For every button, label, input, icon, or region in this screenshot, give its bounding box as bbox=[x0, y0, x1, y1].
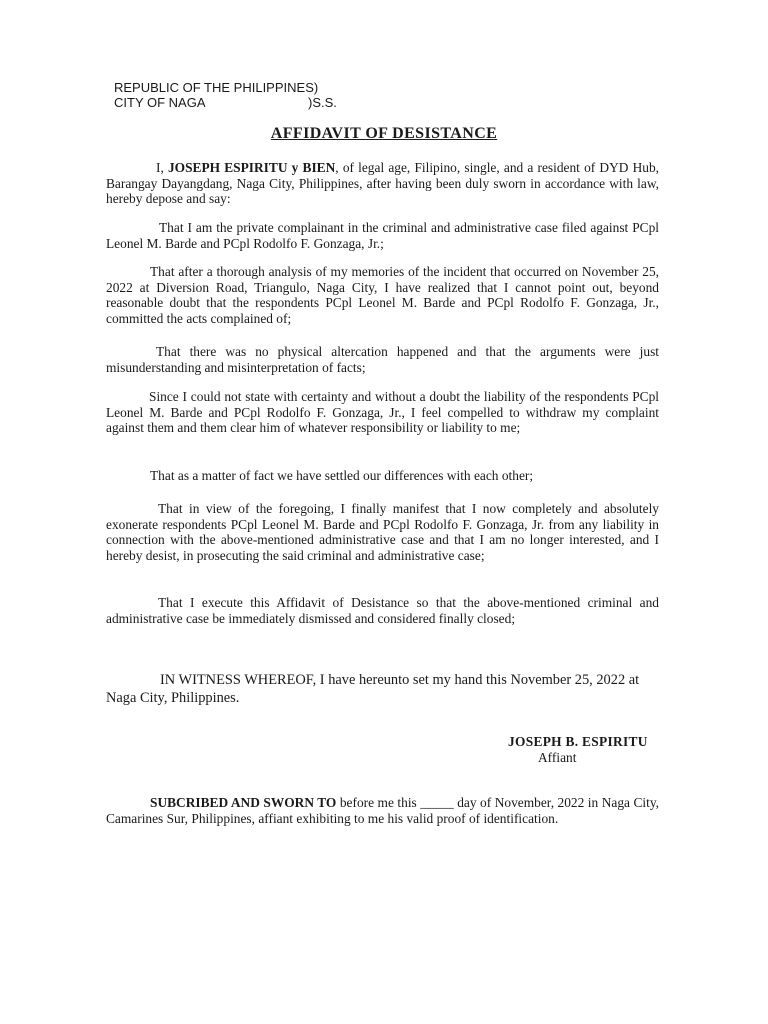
signature-name: JOSEPH B. ESPIRITU bbox=[508, 734, 648, 749]
affiant-name-intro: JOSEPH ESPIRITU y BIEN bbox=[167, 160, 336, 175]
paragraph-1: That I am the private complainant in the criminal and administrative case filed against PCpl Leonel M. Barde and PCpl Rodolfo F. Gonzaga, Jr.; bbox=[106, 220, 659, 251]
header-republic: REPUBLIC OF THE PHILIPPINES) bbox=[114, 80, 319, 95]
date-blank: _____ bbox=[420, 795, 454, 810]
witness-paragraph: IN WITNESS WHEREOF, I have hereunto set my hand this November 25, 2022 at Naga City, Philippines. bbox=[106, 672, 640, 706]
paragraph-6: That in view of the foregoing, I finally manifest that I now completely and absolutely exonerate respondents PCpl Leonel M. Barde and PCpl Rodolfo F. Gonzaga, Jr. from any liability in connection with the above-mentioned administrative case and that I am no longer interested, and I hereby desist, in prosecuting the said criminal and administrative case; bbox=[106, 501, 659, 563]
jurat-paragraph: SUBCRIBED AND SWORN TO before me this _____ day of November, 2022 in Naga City, Camarines Sur, Philippines, affiant exhibiting to me his valid proof of identification. bbox=[106, 795, 660, 826]
paragraph-7: That I execute this Affidavit of Desistance so that the above-mentioned criminal and administrative case be immediately dismissed and considered finally closed; bbox=[106, 595, 659, 626]
header-ss: )S.S. bbox=[308, 95, 337, 110]
intro-post: , of legal age, Filipino, single, and a resident of DYD Hub, Barangay Dayangdang, Naga City, Philippines, after having been duly sworn in accordance with law, hereby depose and say: bbox=[106, 160, 659, 207]
paragraph-4: Since I could not state with certainty and without a doubt the liability of the respondents PCpl Leonel M. Barde and PCpl Rodolfo F. Gonzaga, Jr., I feel compelled to withdraw my complaint against them and them clear him of whatever responsibility or liability to me; bbox=[106, 389, 659, 436]
document-title: AFFIDAVIT OF DESISTANCE bbox=[270, 125, 498, 142]
signature-role: Affiant bbox=[538, 750, 577, 765]
intro-pre: I, bbox=[156, 160, 168, 175]
header-city: CITY OF NAGA bbox=[114, 95, 206, 110]
intro-paragraph bbox=[106, 160, 659, 207]
paragraph-5: That as a matter of fact we have settled our differences with each other; bbox=[150, 468, 534, 483]
witness-date: November 25, 2022 bbox=[510, 672, 626, 688]
jurat-bold: SUBCRIBED AND SWORN TO bbox=[150, 795, 337, 810]
paragraph-2: That after a thorough analysis of my memories of the incident that occurred on November 25, 2022 at Diversion Road, Triangulo, Naga City, I have realized that I cannot point out, beyond reasonable doubt that the respondents PCpl Leonel M. Barde and PCpl Rodolfo F. Gonzaga, Jr., committed the acts complained of; bbox=[106, 264, 659, 326]
paragraph-3: That there was no physical altercation happened and that the arguments were just misunderstanding and misinterpretation of facts; bbox=[106, 344, 659, 375]
